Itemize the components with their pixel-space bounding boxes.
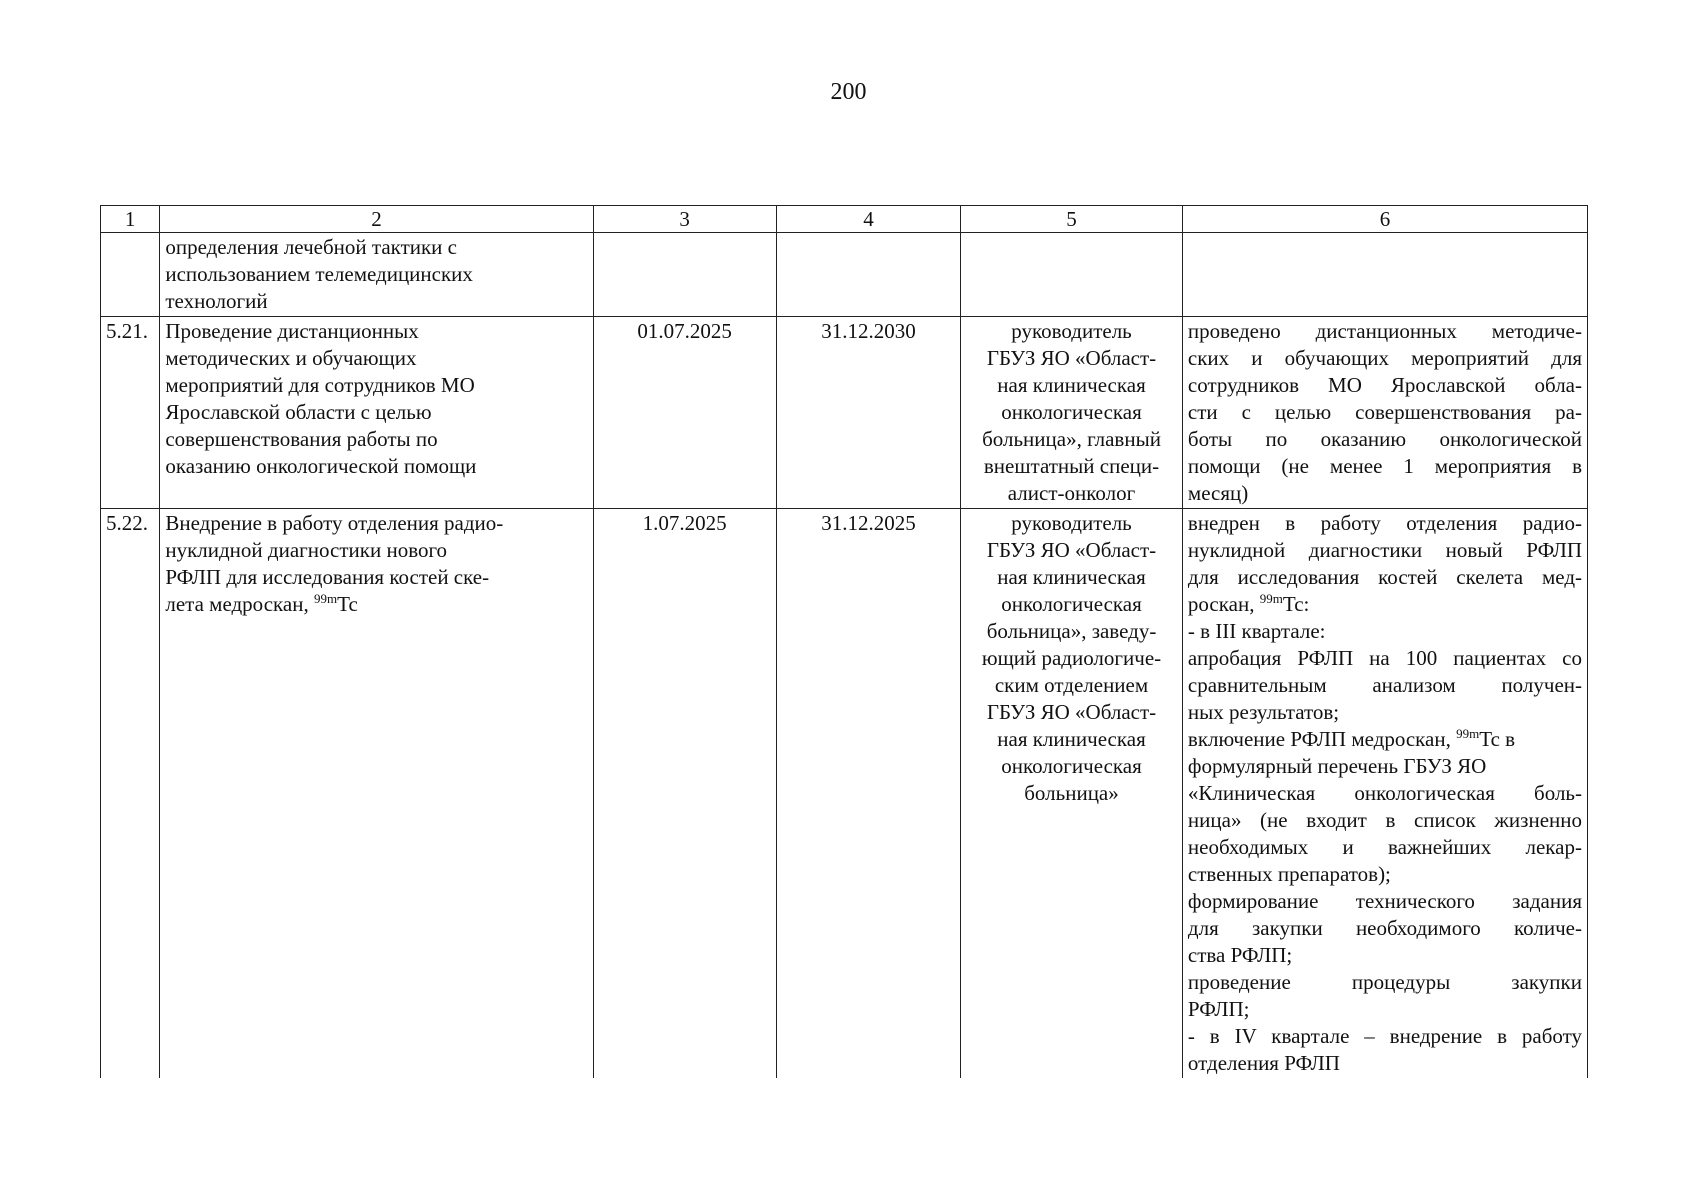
- responsible-line: алист-онколог: [1007, 481, 1136, 505]
- result-line: апробация РФЛП на 100 пациентах со: [1187, 646, 1582, 670]
- responsible-line: руководитель: [1011, 511, 1132, 535]
- expected-result: [1182, 317, 1587, 509]
- row-number: 5.22.: [101, 509, 160, 1079]
- measure-name-line: мероприятий для сотрудников МО: [165, 373, 475, 397]
- result-line: формирование технического задания: [1187, 889, 1582, 913]
- end-date: 31.12.2025: [776, 509, 960, 1079]
- result-line-with-isotope: [1188, 726, 1582, 753]
- responsible-line: ГБУЗ ЯО «Област-: [986, 346, 1157, 370]
- result-line: ства РФЛП;: [1187, 943, 1293, 967]
- responsible-line: ГБУЗ ЯО «Област-: [986, 700, 1157, 724]
- measure-name: [160, 233, 593, 317]
- result-line: для исследования костей скелета мед-: [1187, 565, 1582, 589]
- result-line: ских и обучающих мероприятий для: [1187, 346, 1582, 370]
- column-number-3: 3: [593, 206, 776, 233]
- responsible-line: больница», главный: [982, 427, 1161, 451]
- result-line: сти с целью совершенствования ра-: [1187, 400, 1582, 424]
- measures-table: [100, 205, 1588, 1078]
- isotope-mass-superscript: 99m: [1259, 591, 1283, 606]
- start-date: 01.07.2025: [593, 317, 776, 509]
- measure-name-line-with-isotope: [165, 591, 587, 618]
- row-number: [101, 233, 160, 317]
- result-line: необходимых и важнейших лекар-: [1187, 835, 1582, 859]
- isotope-symbol: Tc:: [1282, 592, 1310, 616]
- result-line: сравнительным анализом получен-: [1187, 673, 1582, 697]
- responsible-executor: [961, 233, 1183, 317]
- measure-name-line: РФЛП для исследования костей ске-: [165, 565, 490, 589]
- measure-name-line: методических и обучающих: [165, 346, 417, 370]
- measure-name-text: лета медроскан,: [165, 592, 314, 616]
- result-line: РФЛП;: [1187, 997, 1250, 1021]
- result-line-with-isotope: [1188, 591, 1582, 618]
- column-number-1: 1: [101, 206, 160, 233]
- result-line: сотрудников МО Ярославской обла-: [1187, 373, 1582, 397]
- measure-name: [160, 317, 593, 509]
- responsible-line: больница», заведу-: [986, 619, 1157, 643]
- responsible-line: руководитель: [1011, 319, 1132, 343]
- measure-name-line: Внедрение в работу отделения радио-: [165, 511, 504, 535]
- result-line: боты по оказанию онкологической: [1187, 427, 1582, 451]
- page-number: 200: [830, 79, 867, 105]
- result-text: включение РФЛП медроскан,: [1187, 727, 1457, 751]
- table-row-5-22: [101, 509, 1588, 1079]
- responsible-line: ная клиническая: [997, 727, 1146, 751]
- responsible-line: ющий радиологиче-: [981, 646, 1162, 670]
- result-line: проведено дистанционных методиче-: [1187, 319, 1582, 343]
- column-number-6: 6: [1182, 206, 1587, 233]
- responsible-line: больница»: [1024, 781, 1119, 805]
- responsible-executor: [961, 509, 1183, 1079]
- column-number-5: 5: [961, 206, 1183, 233]
- measure-name-line: совершенствования работы по: [165, 427, 438, 451]
- column-number-row: [101, 206, 1588, 233]
- isotope-mass-superscript: 99m: [313, 591, 338, 606]
- isotope-symbol: Tc в: [1479, 727, 1516, 751]
- responsible-line: ским отделением: [994, 673, 1149, 697]
- expected-result: [1182, 509, 1587, 1079]
- responsible-executor: [961, 317, 1183, 509]
- expected-result: [1182, 233, 1587, 317]
- start-date: [593, 233, 776, 317]
- result-line: - в III квартале:: [1187, 619, 1326, 643]
- isotope-symbol: Tc: [337, 592, 358, 616]
- end-date: 31.12.2030: [776, 317, 960, 509]
- result-text: роскан,: [1187, 592, 1260, 616]
- column-number-2: 2: [160, 206, 593, 233]
- isotope-mass-superscript: 99m: [1456, 726, 1480, 741]
- result-line: ница» (не входит в список жизненно: [1187, 808, 1582, 832]
- responsible-line: ГБУЗ ЯО «Област-: [986, 538, 1157, 562]
- table-row-5-21: [101, 317, 1588, 509]
- result-line: «Клиническая онкологическая боль-: [1187, 781, 1582, 805]
- responsible-line: ная клиническая: [997, 373, 1146, 397]
- result-line: ственных препаратов);: [1187, 862, 1391, 886]
- measure-name-line: Ярославской области с целью: [165, 400, 432, 424]
- result-line: нуклидной диагностики новый РФЛП: [1187, 538, 1582, 562]
- result-line: проведение процедуры закупки: [1187, 970, 1582, 994]
- column-number-4: 4: [776, 206, 960, 233]
- result-line: внедрен в работу отделения радио-: [1187, 511, 1582, 535]
- measure-name-line: Проведение дистанционных: [165, 319, 419, 343]
- measure-name-line: технологий: [165, 289, 268, 313]
- result-line: помощи (не менее 1 мероприятия в: [1187, 454, 1582, 478]
- end-date: [776, 233, 960, 317]
- responsible-line: ная клиническая: [997, 565, 1146, 589]
- measure-name: [160, 509, 593, 1079]
- result-line: ных результатов;: [1187, 700, 1340, 724]
- responsible-line: онкологическая: [1001, 592, 1142, 616]
- responsible-line: внештатный специ-: [983, 454, 1160, 478]
- result-line: формулярный перечень ГБУЗ ЯО: [1187, 754, 1487, 778]
- measure-name-line: использованием телемедицинских: [165, 262, 473, 286]
- measure-name-line: оказанию онкологической помощи: [165, 454, 477, 478]
- measure-name-line: нуклидной диагностики нового: [165, 538, 448, 562]
- result-line: месяц): [1187, 481, 1249, 505]
- table-row-continuation: [101, 233, 1588, 317]
- result-line: для закупки необходимого количе-: [1187, 916, 1582, 940]
- row-number: 5.21.: [101, 317, 160, 509]
- start-date: 1.07.2025: [593, 509, 776, 1079]
- result-line: - в IV квартале – внедрение в работу: [1187, 1024, 1582, 1048]
- responsible-line: онкологическая: [1001, 400, 1142, 424]
- result-line: отделения РФЛП: [1187, 1051, 1340, 1075]
- measure-name-line: определения лечебной тактики с: [165, 235, 457, 259]
- responsible-line: онкологическая: [1001, 754, 1142, 778]
